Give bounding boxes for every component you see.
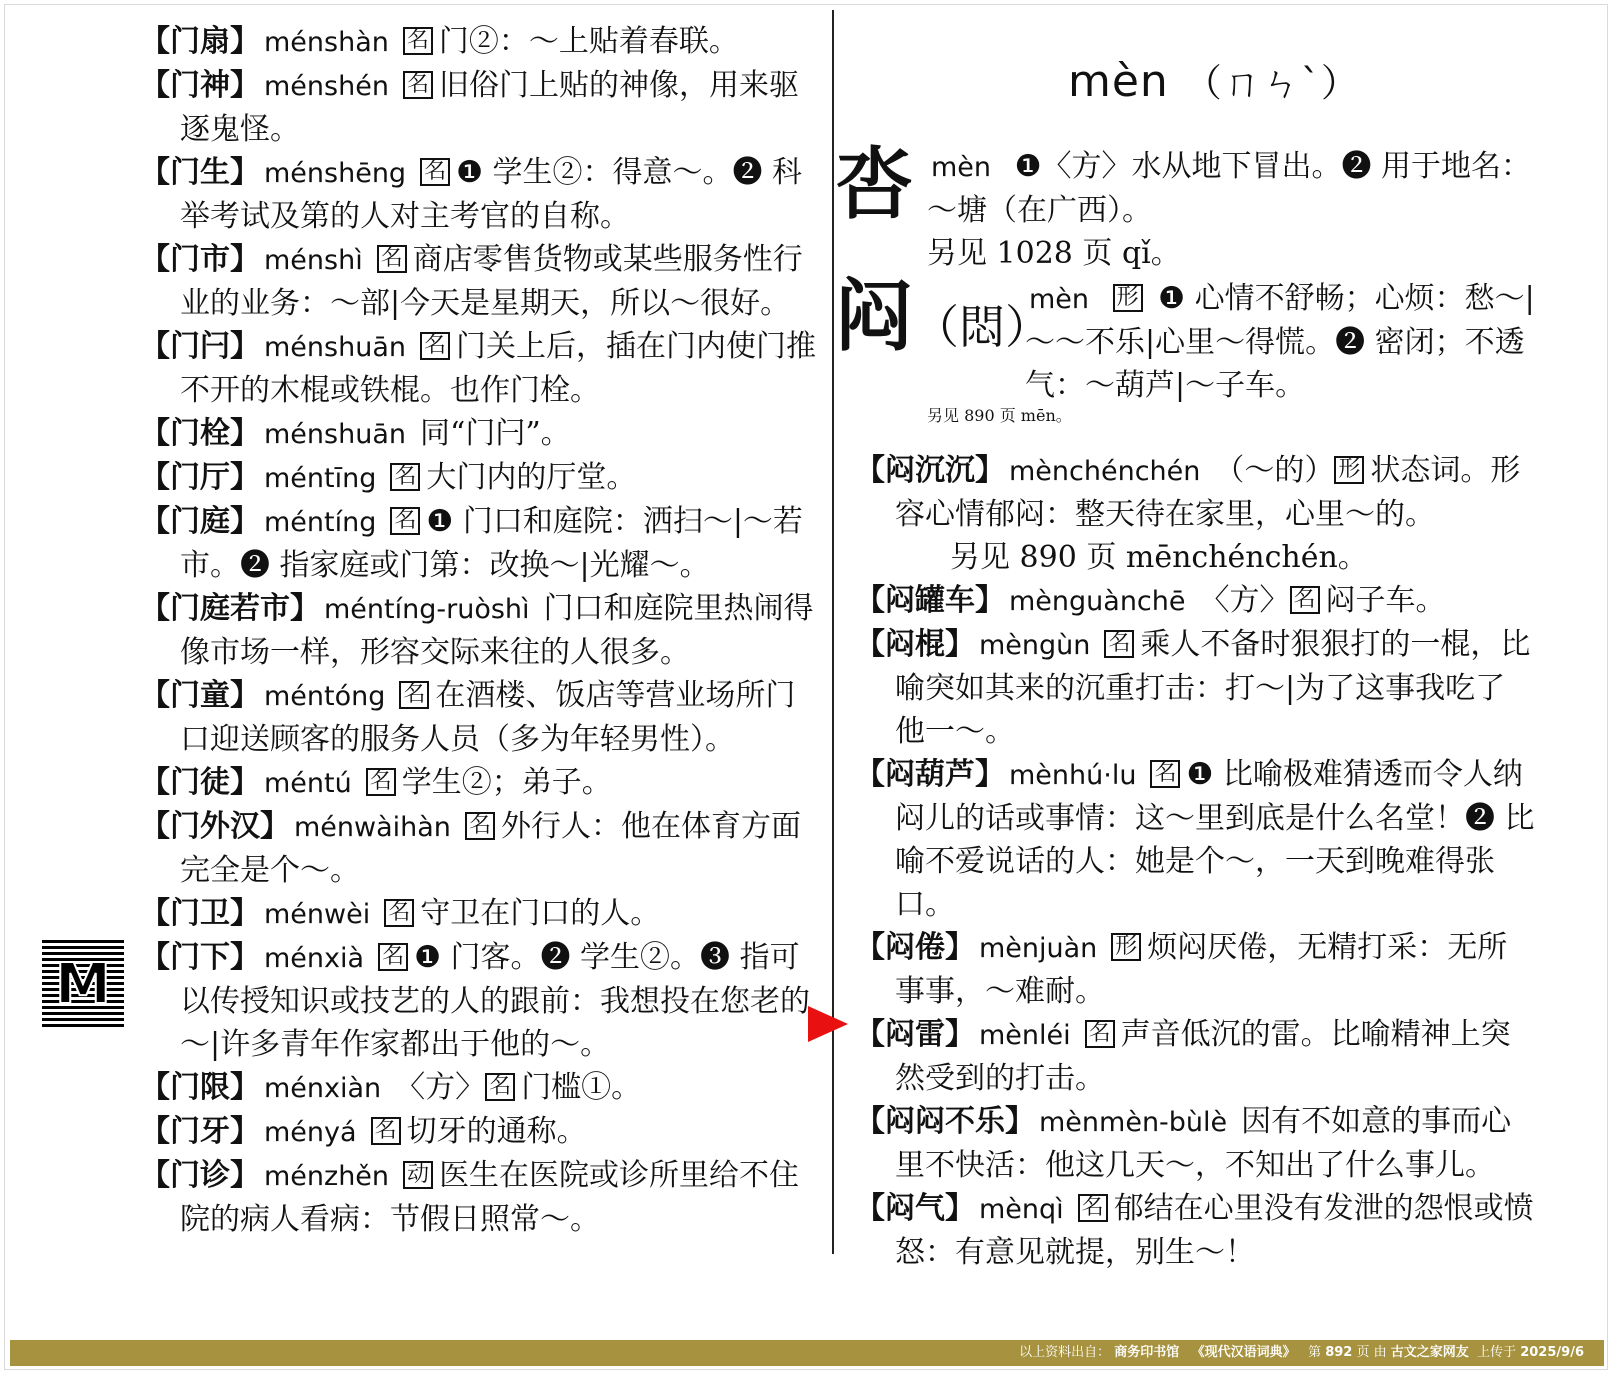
footer-upload-label: 上传于 — [1477, 1345, 1517, 1360]
entry-register: 〈方〉 — [395, 1070, 486, 1105]
dictionary-entry — [140, 674, 820, 761]
entry-headword: 【门徒】 — [140, 765, 260, 800]
entry-definition: 乘人不备时狠狠打的一棍，比喻突如其来的沉重打击：打～|为了这事我吃了他一～。 — [895, 627, 1531, 749]
entry-headword: 【闷葫芦】 — [855, 757, 1005, 792]
entry-headword: 【门栓】 — [140, 416, 260, 451]
entry-definition: ❶ 学生②：得意～。❷ 科举考试及第的人对主考官的自称。 — [180, 155, 803, 234]
entry-definition: 医生在医院或诊所里给不住院的病人看病：节假日照常～。 — [180, 1158, 800, 1237]
source-footer — [10, 1340, 1604, 1366]
dictionary-entry — [855, 1100, 1535, 1187]
dictionary-entry — [140, 500, 820, 587]
pos-tag: 名 — [1150, 760, 1180, 788]
syllable-zhuyin: （ㄇㄣˋ） — [1183, 61, 1360, 105]
entry-pinyin: ménwàihàn — [294, 812, 451, 843]
pos-tag: 名 — [377, 245, 407, 273]
footer-page-number: 892 — [1325, 1345, 1353, 1360]
entry-pinyin: méntīng — [264, 463, 377, 494]
see-also: 另见 890 页 mēnchénchén。 — [950, 540, 1368, 575]
entry-definition: ❶ 比喻极难猜透而令人纳闷儿的话或事情：这～里到底是什么名堂！❷ 比喻不爱说话的人：她是个～，一天到晚难得张口。 — [895, 757, 1535, 922]
dictionary-entry — [140, 412, 820, 456]
syllable-heading — [1068, 52, 1360, 107]
dictionary-entry — [855, 623, 1535, 753]
footer-page-label: 第 — [1308, 1345, 1322, 1360]
see-also: 另见 890 页 mēn。 — [927, 406, 1072, 425]
dictionary-entry — [140, 325, 820, 412]
entry-pinyin: ménshuān — [264, 332, 406, 363]
pos-tag: 名 — [420, 158, 450, 186]
entry-definition: 门槛①。 — [521, 1070, 642, 1105]
char-pinyin: mèn — [1029, 284, 1090, 315]
pos-tag: 名 — [384, 899, 414, 927]
dictionary-entry — [140, 238, 820, 325]
entry-pinyin: ménxiàn — [264, 1073, 382, 1104]
entry-headword: 【闷棍】 — [855, 627, 975, 662]
entry-pinyin: mènmèn-bùlè — [1039, 1107, 1228, 1138]
dictionary-entry — [140, 805, 820, 892]
entry-pinyin: ménzhěn — [264, 1161, 390, 1192]
dictionary-entry — [140, 1110, 820, 1154]
pos-tag: 名 — [403, 71, 433, 99]
entry-headword: 【门牙】 — [140, 1114, 260, 1149]
dictionary-entry — [140, 1154, 820, 1241]
letter-tab-label: M — [55, 951, 111, 1017]
entry-pinyin: ménshàn — [264, 27, 389, 58]
traditional-char: （悶） — [913, 300, 1052, 354]
pos-tag: 名 — [1290, 586, 1320, 614]
pos-tag: 名 — [371, 1117, 401, 1145]
char-entry-men1 — [835, 139, 1535, 275]
footer-uploader: 古文之家网友 — [1390, 1345, 1469, 1360]
entry-headword: 【门生】 — [140, 155, 260, 190]
entry-definition: 郁结在心里没有发泄的怨恨或愤怒：有意见就提，别生～！ — [895, 1191, 1534, 1270]
entry-headword: 【闷闷不乐】 — [855, 1104, 1035, 1139]
entry-pinyin: mènhú·lu — [1009, 760, 1137, 791]
dictionary-entry — [855, 449, 1535, 536]
entry-pinyin: méntú — [264, 768, 352, 799]
dictionary-entry — [140, 587, 820, 674]
char-definition: ❶〈方〉水从地下冒出。❷ 用于地名：～塘（在广西）。 — [927, 149, 1532, 228]
footer-publisher: 商务印书馆 — [1114, 1345, 1180, 1360]
footer-page-label-2: 页 由 — [1356, 1345, 1387, 1360]
entry-pinyin: ményá — [264, 1117, 357, 1148]
dictionary-entry — [140, 761, 820, 805]
entry-pinyin: méntíng — [264, 507, 377, 538]
entry-pinyin: ménshēng — [264, 158, 407, 189]
footer-prefix: 以上资料出自： — [1019, 1345, 1111, 1360]
pos-tag: 名 — [403, 27, 433, 55]
pos-tag: 名 — [390, 463, 420, 491]
entry-definition: 商店零售货物或某些服务性行业的业务：～部|今天是星期天，所以～很好。 — [180, 242, 803, 321]
entry-definition: 学生②；弟子。 — [401, 765, 612, 800]
entry-pinyin: mènléi — [979, 1020, 1071, 1051]
entry-definition: 旧俗门上贴的神像，用来驱逐鬼怪。 — [180, 68, 799, 147]
pos-tag: 名 — [485, 1073, 515, 1101]
entry-definition: 烦闷厌倦，无精打采：无所事事，～难耐。 — [895, 930, 1508, 1009]
pos-tag: 名 — [1078, 1194, 1108, 1222]
entry-headword: 【门扇】 — [140, 24, 260, 59]
dictionary-entry — [140, 20, 820, 64]
entry-pinyin: ménxià — [264, 943, 365, 974]
entry-pinyin: méntíng-ruòshì — [324, 594, 530, 625]
left-column — [140, 20, 820, 1241]
pos-tag: 名 — [420, 332, 450, 360]
entry-definition: 大门内的厅堂。 — [426, 460, 637, 495]
footer-date: 2025/9/6 — [1520, 1345, 1584, 1360]
entry-definition: 守卫在门口的人。 — [420, 896, 661, 931]
char-entry-men2 — [835, 271, 1535, 447]
entry-headword: 【门诊】 — [140, 1158, 260, 1193]
entry-headword: 【门市】 — [140, 242, 260, 277]
syllable-pinyin: mèn — [1068, 56, 1169, 107]
see-also: 另见 1028 页 qǐ。 — [927, 236, 1181, 271]
pointer-arrow-icon — [808, 1006, 848, 1042]
entry-definition: 同“门闩”。 — [419, 416, 571, 451]
entry-headword: 【闷沉沉】 — [855, 453, 1005, 488]
entry-definition: 闷子车。 — [1325, 583, 1446, 618]
entry-definition: 状态词。形容心情郁闷：整天待在家里，心里～的。 — [895, 453, 1521, 532]
pos-tag: 名 — [1085, 1020, 1115, 1048]
entry-register: （～的） — [1214, 453, 1335, 488]
entry-pinyin: mènjuàn — [979, 933, 1098, 964]
pos-tag: 名 — [366, 768, 396, 796]
entry-definition: 在酒楼、饭店等营业场所门口迎送顾客的服务人员（多为年轻男性）。 — [180, 678, 796, 757]
pos-tag: 形 — [1334, 456, 1364, 484]
pos-tag: 动 — [403, 1161, 433, 1189]
entry-definition: 外行人：他在体育方面完全是个～。 — [180, 809, 801, 888]
pos-tag: 形 — [1111, 933, 1141, 961]
entry-headword: 【门神】 — [140, 68, 260, 103]
entry-definition: ❶ 门客。❷ 学生②。❸ 指可以传授知识或技艺的人的跟前：我想投在您老的～|许多青年作家都出于他的～。 — [180, 940, 810, 1062]
pos-tag: 名 — [378, 943, 408, 971]
entry-headword: 【门闩】 — [140, 329, 260, 364]
entry-definition: ❶ 门口和庭院：洒扫～|～若市。❷ 指家庭或门第：改换～|光耀～。 — [180, 504, 803, 583]
entry-definition: 门②：～上贴着春联。 — [438, 24, 739, 59]
entry-definition: 声音低沉的雷。比喻精神上突然受到的打击。 — [895, 1017, 1511, 1096]
entry-headword: 【门庭】 — [140, 504, 260, 539]
entry-headword: 【门限】 — [140, 1070, 260, 1105]
letter-tab — [42, 940, 124, 1028]
pos-tag: 名 — [399, 681, 429, 709]
entry-register: 〈方〉 — [1199, 583, 1290, 618]
entry-definition: 切牙的通称。 — [406, 1114, 587, 1149]
column-divider — [832, 10, 834, 1254]
entry-headword: 【门下】 — [140, 940, 260, 975]
pos-tag: 名 — [465, 812, 495, 840]
entry-pinyin: méntóng — [264, 681, 386, 712]
dictionary-entry — [140, 64, 820, 151]
entry-pinyin: mènchénchén — [1009, 456, 1201, 487]
dictionary-entry — [140, 456, 820, 500]
entry-headword: 【闷倦】 — [855, 930, 975, 965]
pos-tag: 名 — [390, 507, 420, 535]
entry-pinyin: ménwèi — [264, 899, 371, 930]
big-char: 呇 — [835, 139, 914, 230]
entry-headword: 【门卫】 — [140, 896, 260, 931]
entry-pinyin: ménshì — [264, 245, 363, 276]
entry-headword: 【门外汉】 — [140, 809, 290, 844]
dictionary-entry — [855, 926, 1535, 1013]
entry-headword: 【闷气】 — [855, 1191, 975, 1226]
entry-headword: 【门厅】 — [140, 460, 260, 495]
dictionary-entry — [855, 579, 1535, 623]
dictionary-entry — [140, 936, 820, 1066]
entry-pinyin: mènguànchē — [1009, 586, 1186, 617]
entry-pinyin: ménshuān — [264, 419, 406, 450]
big-char: 闷 — [835, 271, 914, 362]
dictionary-entry — [855, 1013, 1535, 1100]
entry-pinyin: ménshén — [264, 71, 389, 102]
footer-book: 《现代汉语词典》 — [1191, 1345, 1296, 1360]
entry-definition: 门口和庭院里热闹得像市场一样，形容交际来往的人很多。 — [180, 591, 814, 670]
pos-tag: 形 — [1113, 284, 1143, 312]
right-column — [835, 139, 1535, 1274]
entry-headword: 【闷雷】 — [855, 1017, 975, 1052]
dictionary-entry — [140, 1066, 820, 1110]
entry-headword: 【门庭若市】 — [140, 591, 320, 626]
entry-definition: 因有不如意的事而心里不快活：他这几天～，不知出了什么事儿。 — [895, 1104, 1512, 1183]
dictionary-entry — [140, 892, 820, 936]
entry-headword: 【门童】 — [140, 678, 260, 713]
char-pinyin: mèn — [931, 152, 992, 183]
entry-pinyin: mènqì — [979, 1194, 1064, 1225]
dictionary-entry — [855, 753, 1535, 926]
dictionary-entry — [140, 151, 820, 238]
entry-pinyin: mèngùn — [979, 630, 1091, 661]
char-definition: ❶ 心情不舒畅；心烦：愁～|～～不乐|心里～得慌。❷ 密闭；不透气：～葫芦|～子车。 — [1025, 281, 1535, 403]
pos-tag: 名 — [1104, 630, 1134, 658]
entry-definition: 门关上后，插在门内使门推不开的木棍或铁棍。也作门栓。 — [180, 329, 816, 408]
dictionary-entry — [855, 1187, 1535, 1274]
entry-headword: 【闷罐车】 — [855, 583, 1005, 618]
right-entry-list — [855, 449, 1535, 1274]
